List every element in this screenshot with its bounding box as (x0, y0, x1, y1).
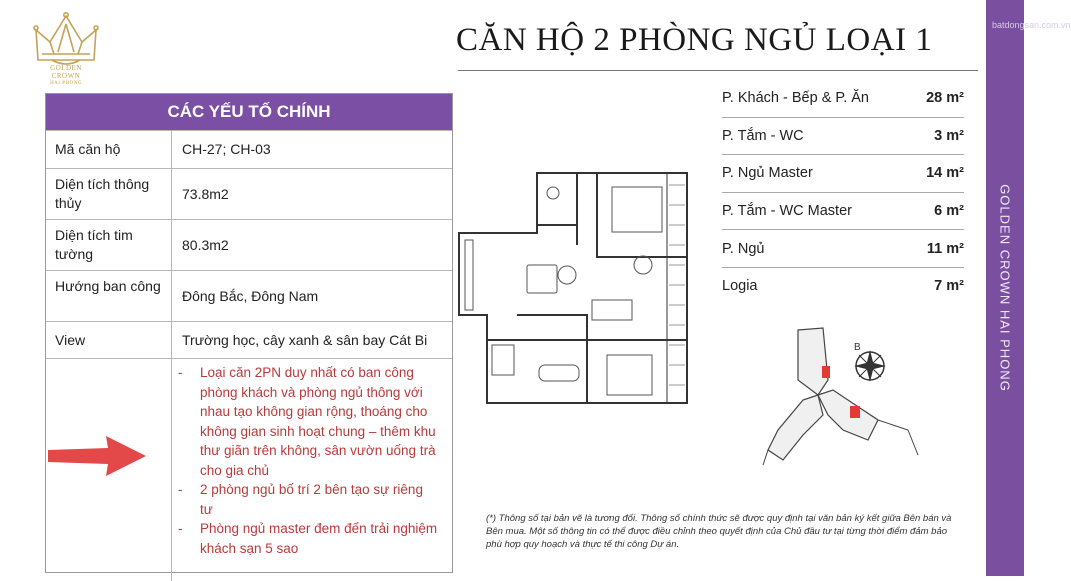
room-name: P. Khách - Bếp & P. Ăn (722, 90, 869, 107)
side-band-text: GOLDEN CROWN HAI PHONG (997, 184, 1013, 392)
row-label: Hướng ban công (46, 271, 172, 321)
title-divider (458, 70, 978, 71)
compass-icon (854, 350, 886, 382)
spec-table (45, 93, 453, 573)
row-value: Trường học, cây xanh & sân bay Cát Bi (182, 331, 428, 348)
feature-text: Loại căn 2PN duy nhất có ban công phòng khách và phòng ngủ thông với nhau tạo không gian rộng, thoáng cho không gian sinh hoạt chung – thêm khu thư giãn trên không, sân vườn uống trà cho gia chủ (200, 365, 436, 478)
compass-north-label: B (854, 342, 861, 353)
table-row (46, 219, 452, 270)
area-row (722, 230, 964, 268)
logo-line-golden: GOLDEN (50, 64, 82, 72)
room-area: 14 m² (926, 165, 964, 182)
table-row (46, 270, 452, 321)
watermark: batdongsan.com.vn (992, 20, 1071, 30)
disclaimer-note: (*) Thông số tại bản vẽ là tương đối. Thông số chính thức sẽ được quy định tại văn bản ký kết giữa Bên bán và Bên mua. Một số thông tin có thể được điều chỉnh theo quyết định của Chủ đầu tư tại từng thời điểm đảm bảo phù hợp quy hoạch và thực tế thi công Dự án. (486, 513, 952, 550)
row-value: 73.8m2 (182, 185, 229, 202)
room-name: Logia (722, 278, 758, 295)
floor-plan-image (457, 165, 709, 410)
room-area: 28 m² (926, 90, 964, 107)
room-name: P. Tắm - WC Master (722, 203, 852, 220)
row-value: CH-27; CH-03 (182, 141, 271, 157)
page-title: CĂN HỘ 2 PHÒNG NGỦ LOẠI 1 (456, 22, 933, 58)
table-row (46, 130, 452, 168)
feature-item: - Loại căn 2PN duy nhất có ban công phòng khách và phòng ngủ thông với nhau tạo không gian rộng, thoáng cho không gian sinh hoạt chung – thêm khu thư giãn trên không, sân vườn uống trà cho gia chủ (178, 363, 438, 480)
area-row (722, 118, 964, 156)
area-row (722, 268, 964, 305)
room-area: 11 m² (926, 240, 964, 257)
row-label: Diện tích tim tường (46, 220, 172, 270)
row-label: View (46, 322, 172, 358)
site-plan-image (758, 320, 968, 470)
logo-line-crown: CROWN (51, 72, 81, 80)
row-label: Diện tích thông thủy (46, 169, 172, 219)
row-label: Mã căn hộ (46, 131, 172, 168)
room-name: P. Ngủ (722, 240, 765, 257)
logo-text (28, 64, 104, 88)
feature-item: - 2 phòng ngủ bố trí 2 bên tạo sự riêng tư (178, 480, 438, 519)
feature-item: - Phòng ngủ master đem đến trải nghiệm khách sạn 5 sao (178, 519, 438, 558)
spec-table-header: CÁC YẾU TỐ CHÍNH (46, 94, 452, 130)
row-value: Đông Bắc, Đông Nam (182, 287, 319, 304)
feature-text: Phòng ngủ master đem đến trải nghiệm khách sạn 5 sao (200, 521, 438, 556)
table-row (46, 321, 452, 358)
feature-text: 2 phòng ngủ bố trí 2 bên tạo sự riêng tư (200, 482, 423, 517)
area-row (722, 155, 964, 193)
room-area: 6 m² (934, 203, 964, 220)
feature-list (172, 359, 452, 581)
room-name: P. Ngủ Master (722, 165, 813, 182)
area-row (722, 193, 964, 231)
logo-line-haiphong: HAI PHONG (50, 81, 82, 86)
table-row (46, 168, 452, 219)
room-name: P. Tắm - WC (722, 127, 804, 144)
room-area: 3 m² (934, 127, 964, 144)
red-arrow-icon (48, 434, 148, 478)
area-row (722, 80, 964, 118)
room-area: 7 m² (934, 278, 964, 295)
room-area-list (722, 80, 964, 305)
row-value: 80.3m2 (182, 236, 229, 253)
